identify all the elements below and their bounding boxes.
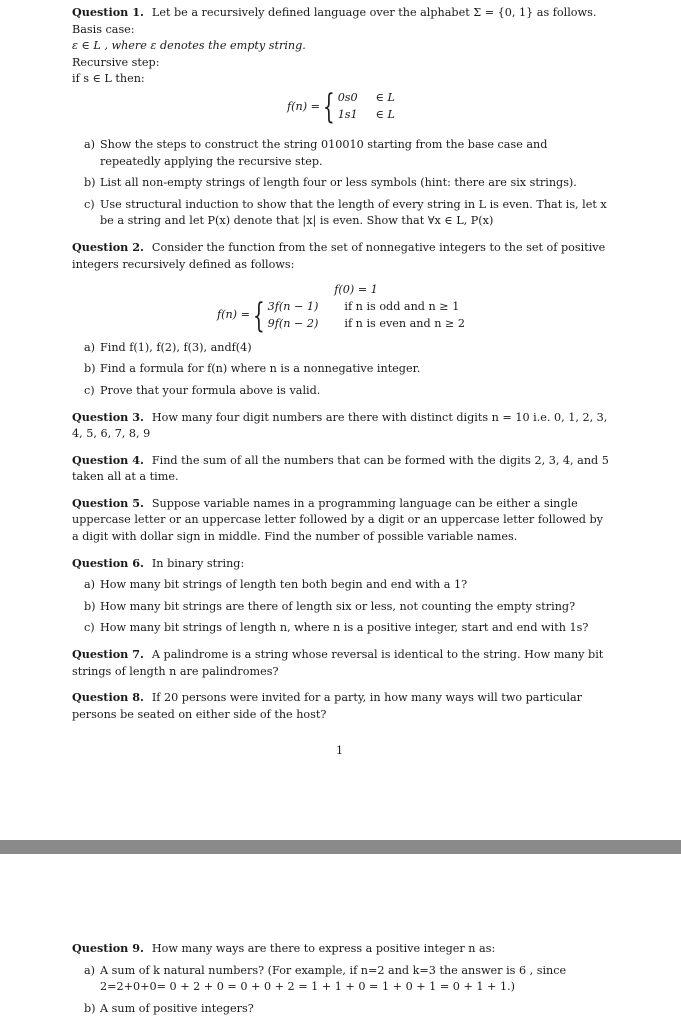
question-1-item-b (72, 175, 610, 192)
item-text: How many bit strings are there of length six or less, not counting the empty string? (100, 599, 576, 613)
item-mark: b) (84, 362, 96, 376)
item-text: Prove that your formula above is valid. (100, 383, 321, 397)
question-5-text: Suppose variable names in a programming language can be either a single uppercase letter or an uppercase letter followed by a digit or an uppercase letter followed by a digit with dollar sign in middle. Find the number of possible variable names. (72, 496, 603, 544)
item-mark: c) (84, 197, 95, 211)
question-1-recursive-title: Recursive step: (72, 55, 160, 69)
item-mark: b) (84, 1001, 96, 1015)
question-3-label: Question 3. (72, 409, 144, 424)
page-number: 1 (336, 744, 344, 757)
item-mark: b) (84, 599, 96, 613)
left-brace-icon: { (252, 295, 265, 336)
question-2-item-a (72, 340, 610, 357)
item-text: How many bit strings of length ten both begin and end with a 1? (100, 578, 468, 592)
question-4-label: Question 4. (72, 452, 144, 467)
question-7-label: Question 7. (72, 647, 144, 662)
question-1-item-c (72, 197, 610, 230)
question-6-item-a (72, 577, 610, 594)
item-mark: a) (84, 963, 96, 977)
item-mark: a) (84, 340, 96, 354)
question-2-piecewise (72, 295, 610, 336)
case-cond: if n is even and n ≥ 2 (344, 316, 466, 330)
question-1-label: Question 1. (72, 5, 144, 19)
question-1-recursive-if: if s ∈ L then: (72, 72, 145, 86)
left-brace-icon: { (322, 86, 335, 127)
question-8-text: If 20 persons were invited for a party, in how many ways will two particular persons be seated on either side of the host? (72, 691, 582, 721)
question-7-text: A palindrome is a string whose reversal is identical to the string. How many bit strings of length n are palindromes? (72, 648, 604, 678)
question-1-piecewise (72, 86, 610, 127)
question-1-case-1 (338, 90, 395, 107)
question-6-item-c (72, 620, 610, 637)
question-2-label: Question 2. (72, 239, 144, 254)
case-cond: if n is odd and n ≥ 1 (344, 300, 460, 314)
question-5 (72, 495, 610, 546)
case-expr: 0s0 (337, 91, 358, 105)
question-7 (72, 646, 610, 680)
question-2-f0: f(0) = 1 (334, 283, 378, 297)
question-2-intro: Consider the function from the set of nonnegative integers to the set of positive integers recursively defined as follows: (72, 240, 606, 271)
page-2-content (72, 940, 610, 1017)
case-expr: 3f(n − 1) (267, 300, 319, 314)
case-cond: ∈ L (375, 91, 395, 105)
question-1-intro: Let be a recursively defined language over the alphabet Σ = {0, 1} as follows. (151, 6, 597, 19)
question-6-item-b (72, 599, 610, 616)
question-1-basis-title: Basis case: (72, 22, 135, 36)
question-2-item-b (72, 361, 610, 378)
question-6 (72, 555, 610, 573)
question-2-cases (268, 299, 465, 332)
item-text: A sum of k natural numbers? (For example, if n=2 and k=3 the answer is 6 , since 2=2+0+0= 0 + 2 + 0 = 0 + 0 + 2 = 1 + 1 + 0 = 1 + 0 + 1 = 0 + 1 + 1.) (100, 963, 567, 994)
question-1-case-2 (338, 107, 395, 124)
question-9-item-a (72, 963, 610, 996)
question-6-text: In binary string: (151, 556, 245, 570)
question-9-text: How many ways are there to express a positive integer n as: (151, 942, 496, 955)
item-mark: b) (84, 176, 96, 190)
question-9-label: Question 9. (72, 941, 144, 955)
question-9 (72, 940, 610, 958)
question-1-item-a (72, 137, 610, 170)
question-2 (72, 239, 610, 273)
question-8 (72, 689, 610, 723)
page-1-content (72, 4, 610, 723)
question-2-case-1 (268, 299, 465, 316)
case-cond: ∈ L (375, 107, 395, 121)
question-1-f-lhs: f(n) = (287, 99, 321, 113)
question-9-item-b (72, 1001, 610, 1018)
question-1 (72, 4, 610, 22)
question-8-label: Question 8. (72, 690, 144, 705)
item-mark: c) (84, 621, 95, 635)
question-4 (72, 452, 610, 486)
item-text: Use structural induction to show that the length of every string in L is even. That is, let x be a string and let P(x) denote that |x| is even. Show that ∀x ∈ L, P(x) (100, 197, 607, 228)
case-expr: 9f(n − 2) (267, 316, 319, 330)
question-1-basis: ε ∈ L , where ε denotes the empty string. (72, 39, 306, 53)
question-2-f-lhs: f(n) = (216, 308, 250, 322)
question-3-text: How many four digit numbers are there with distinct digits n = 10 i.e. 0, 1, 2, 3, 4, 5, 6, 7, 8, 9 (72, 410, 608, 441)
question-4-text: Find the sum of all the numbers that can be formed with the digits 2, 3, 4, and 5 taken all at a time. (72, 453, 609, 484)
item-text: Find f(1), f(2), f(3), andf(4) (100, 340, 252, 354)
item-mark: a) (84, 137, 96, 151)
case-expr: 1s1 (337, 107, 358, 121)
item-text: A sum of positive integers? (100, 1001, 254, 1015)
question-3 (72, 409, 610, 443)
question-1-cases (338, 90, 395, 123)
question-2-case-2 (268, 316, 465, 333)
question-2-item-c (72, 383, 610, 400)
item-text: How many bit strings of length n, where n is a positive integer, start and end with 1s? (100, 621, 589, 635)
page-separator (0, 840, 681, 854)
item-text: Find a formula for f(n) where n is a nonnegative integer. (100, 362, 421, 376)
item-text: Show the steps to construct the string 010010 starting from the base case and repeatedly applying the recursive step. (100, 137, 548, 168)
item-mark: a) (84, 578, 96, 592)
question-6-label: Question 6. (72, 555, 144, 570)
question-5-label: Question 5. (72, 495, 144, 510)
item-text: List all non-empty strings of length four or less symbols (hint: there are six strings). (100, 176, 577, 190)
item-mark: c) (84, 383, 95, 397)
